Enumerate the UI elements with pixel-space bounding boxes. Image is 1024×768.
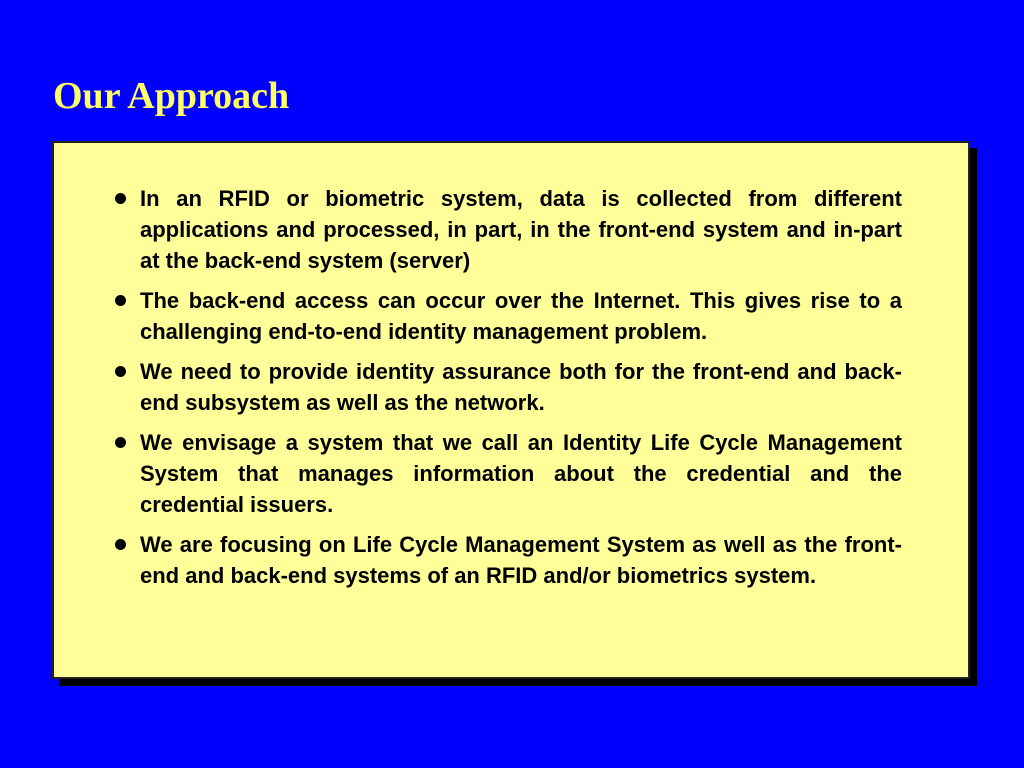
bullet-item-1 (112, 183, 902, 276)
bullet-dot-icon (115, 366, 126, 377)
bullet-dot-icon (115, 539, 126, 550)
bullet-text-3: We need to provide identity assurance both for the front-end and back-end subsystem as well as the network. (140, 359, 902, 415)
bullet-text-2: The back-end access can occur over the Internet. This gives rise to a challenging end-to-end identity management problem. (140, 288, 902, 344)
bullet-item-3 (112, 356, 902, 418)
bullet-dot-icon (115, 437, 126, 448)
content-box (52, 141, 970, 679)
bullet-text-1: In an RFID or biometric system, data is collected from different applications and processed, in part, in the front-end system and in-part at the back-end system (server) (140, 186, 902, 273)
bullet-dot-icon (115, 193, 126, 204)
slide-title: Our Approach (53, 75, 290, 117)
bullet-item-4 (112, 427, 902, 520)
bullet-list (112, 183, 902, 600)
bullet-item-5 (112, 529, 902, 591)
bullet-dot-icon (115, 295, 126, 306)
bullet-item-2 (112, 285, 902, 347)
bullet-text-4: We envisage a system that we call an Identity Life Cycle Management System that manages information about the credential and the credential issuers. (140, 430, 902, 517)
bullet-text-5: We are focusing on Life Cycle Management System as well as the front-end and back-end systems of an RFID and/or biometrics system. (140, 532, 902, 588)
